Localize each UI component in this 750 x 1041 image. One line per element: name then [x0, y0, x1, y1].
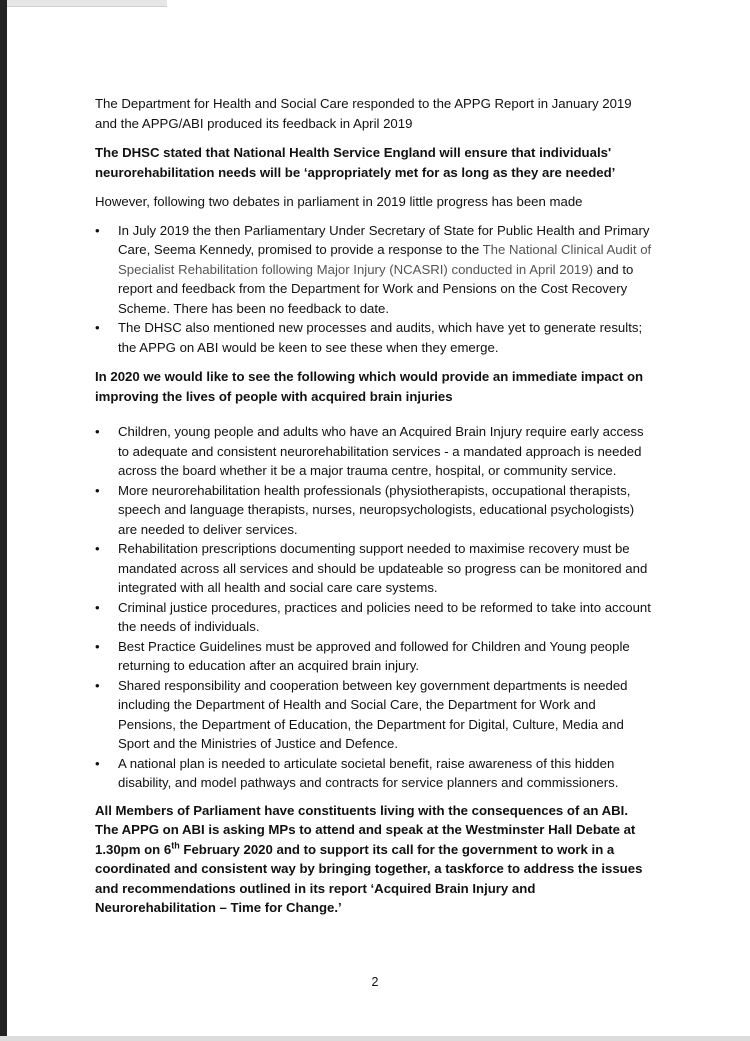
closing-text-cont: February 2020 and to support its call for the government to work in a coordinated and consistent way by bringing together, a taskforce to address the issues and recommendations outlined in its report ‘Acquired Brain Injury and Neurorehabilitation – Time for Change.’ [95, 841, 643, 915]
list-item-text: Rehabilitation prescriptions documenting support needed to maximise recovery must be mandated across all services and should be updateable so progress can be monitored and integrated with all health and social care care systems. [118, 541, 648, 595]
list-item [95, 422, 655, 481]
bullet-icon: • [95, 482, 100, 498]
bullet-icon: • [95, 320, 100, 335]
bullet-icon: • [95, 599, 100, 615]
list-item [95, 754, 655, 793]
bullet-icon: • [95, 677, 100, 693]
list-item [95, 539, 655, 598]
dhsc-statement: The DHSC stated that National Health Service England will ensure that individuals' neurorehabilitation needs will be ‘appropriately met for as long as they are needed’ [95, 145, 616, 180]
viewer-top-tab [7, 0, 167, 7]
list-item-text: Criminal justice procedures, practices and policies need to be reformed to take into account the needs of individuals. [118, 599, 651, 634]
ncasri-link[interactable]: The National Clinical Audit of Specialist Rehabilitation following Major Injury (NCASRI) conducted in April 2019) [118, 242, 652, 277]
bullet-icon: • [95, 541, 100, 556]
list-item [95, 676, 655, 754]
bullet-icon: • [95, 424, 100, 439]
document-body [95, 94, 655, 918]
list-item [95, 598, 655, 637]
list-item-text-cont: and to report and feedback from the Department for Work and Pensions on the Cost Recovery Scheme. There has been no feedback to date. [118, 261, 634, 316]
list-item-text: More neurorehabilitation health professionals (physiotherapists, occupational therapists, speech and language therapists, nurses, neuropsychologists, educational psychologists) are needed to deliver services. [118, 482, 635, 537]
closing-paragraph [95, 801, 655, 918]
ordinal-suffix: th [171, 840, 180, 851]
viewer-left-edge [0, 0, 7, 1041]
wishes-bullet-list [95, 422, 655, 793]
progress-note: However, following two debates in parliament in 2019 little progress has been made [95, 194, 583, 209]
progress-bullet-list [95, 221, 655, 358]
viewer-bottom-edge [0, 1036, 750, 1041]
list-item-text: In July 2019 the then Parliamentary Under Secretary of State for Public Health and Primary Care, Seema Kennedy, promised to provide a response to the [118, 222, 650, 257]
list-item-text: Best Practice Guidelines must be approved and followed for Children and Young people returning to education after an acquired brain injury. [118, 638, 630, 673]
bullet-icon: • [95, 638, 100, 654]
intro-paragraph: The Department for Health and Social Care responded to the APPG Report in January 2019 and the APPG/ABI produced its feedback in April 2019 [95, 96, 632, 131]
list-item-text: The DHSC also mentioned new processes and audits, which have yet to generate results; the APPG on ABI would be keen to see these when they emerge. [118, 320, 643, 355]
page-number: 2 [371, 975, 379, 989]
list-item [95, 318, 655, 357]
list-item-text: Shared responsibility and cooperation between key government departments is needed including the Department of Health and Social Care, the Department for Work and Pensions, the Department of Education, the Department for Digital, Culture, Media and Sport and the Ministries of Justice and Defence. [118, 677, 628, 751]
list-item [95, 221, 655, 319]
bullet-icon: • [95, 222, 100, 238]
list-item [95, 481, 655, 540]
closing-text: All Members of Parliament have constituents living with the consequences of an ABI. The APPG on ABI is asking MPs to attend and speak at the Westminster Hall Debate at 1.30pm on 6 [95, 802, 636, 857]
list-item-text: A national plan is needed to articulate societal benefit, raise awareness of this hidden disability, and model pathways and contracts for service planners and commissioners. [118, 755, 619, 790]
list-item [95, 637, 655, 676]
wishes-heading: In 2020 we would like to see the following which would provide an immediate impact on improving the lives of people with acquired brain injuries [95, 369, 644, 404]
list-item-text: Children, young people and adults who have an Acquired Brain Injury require early access to adequate and consistent neurorehabilitation services - a mandated approach is needed across the board whether it be a major trauma centre, hospital, or community service. [118, 424, 644, 478]
bullet-icon: • [95, 755, 100, 771]
